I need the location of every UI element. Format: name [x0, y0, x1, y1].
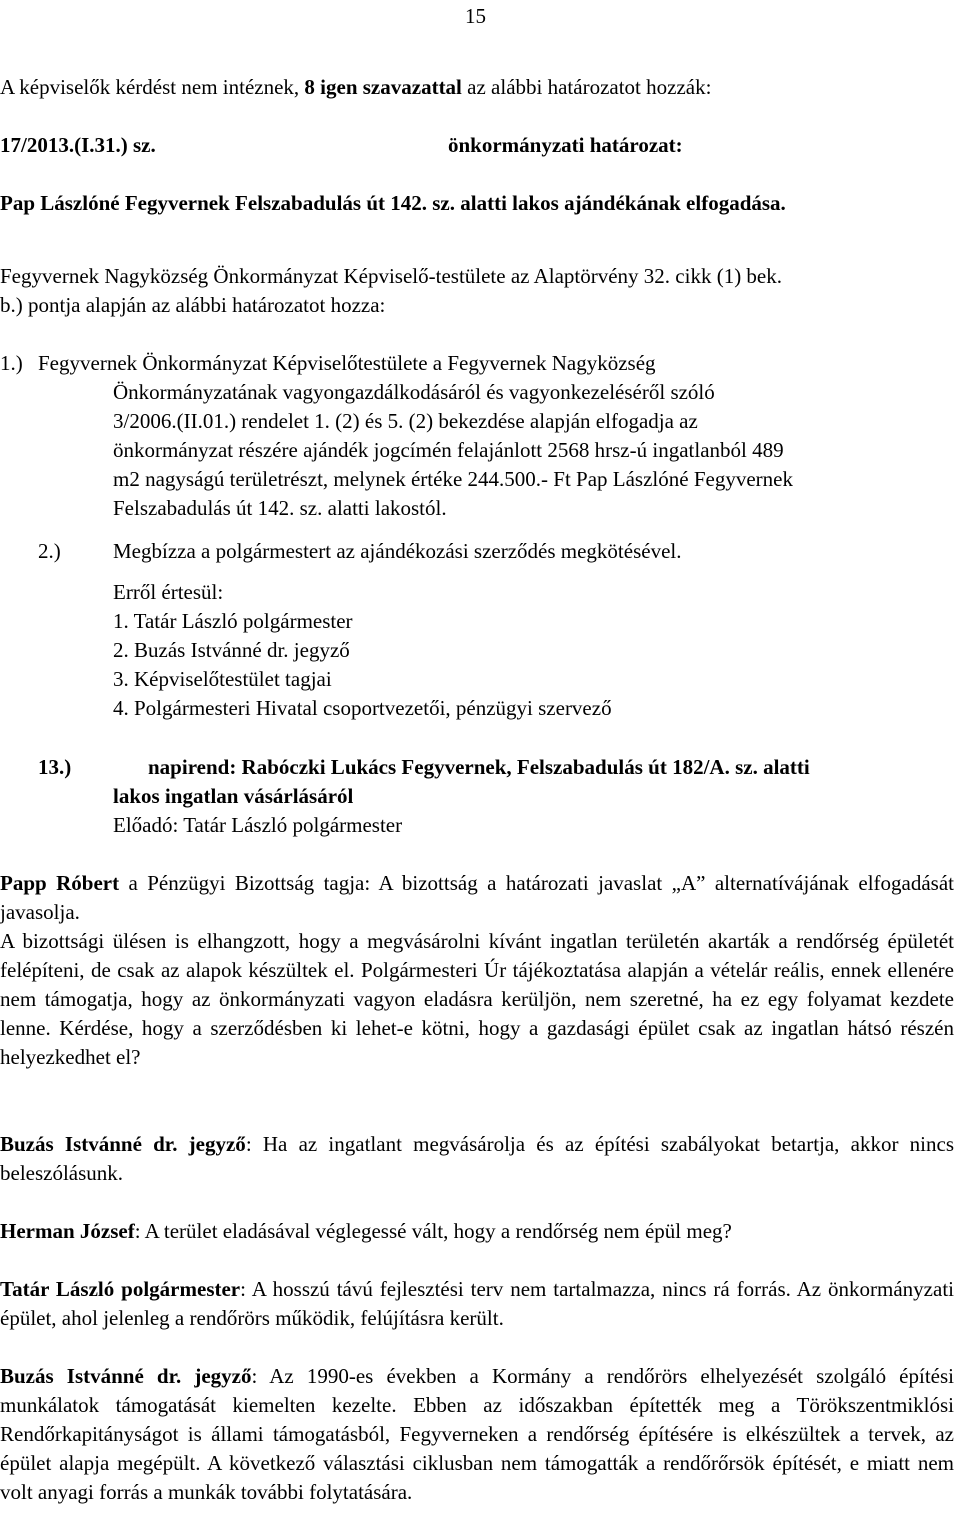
paragraph-text: : Az 1990-es években a Kormány a rendőrörs elhelyezését szolgáló építési munkálatok támogatását kiemelten kezelte. Ebben az időszakban építették meg a Törökszentmiklósi Rendőrkapitányságot is állami támogatásból, Fegyverneken a rendőrség építésére is elkészültek a tervek, az épület alapja megépült. A következő választási ciklusban nem támogatták a rendőrőrsök építését, e miatt nem volt anyagi forrás a munkák további folytatására.: [0, 1364, 954, 1504]
intro-line: [0, 73, 711, 102]
speaker-name: Herman József: [0, 1219, 135, 1243]
paragraph-text: A bizottsági ülésen is elhangzott, hogy a megvásárolni kívánt ingatlan területén akarták a rendőrség épületét felépíteni, de csak az alapok készültek el. Polgármesteri Úr tájékoztatása alapján a vételár reális, ennek ellenére nem támogatja, hogy az önkormányzati vagyon eladásra kerüljön, nem szeretné, ha ez egy folyamat kezdete lenne. Kérdése, hogy a szerződésben ki lehet-e kötni, hogy a gazdasági épület csak az ingatlan hátsó részén helyezkedhet el?: [0, 929, 954, 1069]
item-2-text: Megbízza a polgármestert az ajándékozási szerződés megkötésével.: [113, 539, 682, 563]
paragraph-jegyzo-1: [0, 1130, 954, 1188]
resolution-heading: önkormányzati határozat:: [448, 133, 683, 157]
paragraph-committee: [0, 927, 954, 1072]
agenda-title-line-1: napirend: Rabóczki Lukács Fegyvernek, Felszabadulás út 182/A. sz. alatti: [148, 755, 810, 779]
paragraph-text: a Pénzügyi Bizottság tagja: A bizottság a határozati javaslat „A” alternatívájának elfogadását javasolja.: [0, 871, 954, 924]
paragraph-jegyzo-2: [0, 1362, 954, 1507]
paragraph-text: : Ha az ingatlant megvásárolja és az építési szabályokat betartja, akkor nincs beleszólásunk.: [0, 1132, 955, 1185]
resolution-preamble-line-1: Fegyvernek Nagyközség Önkormányzat Képviselő-testülete az Alaptörvény 32. cikk (1) bek.: [0, 264, 783, 288]
resolution-preamble-line-2: b.) pontja alapján az alábbi határozatot hozza:: [0, 293, 386, 317]
item-1-line-2: Önkormányzatának vagyongazdálkodásáról és vagyonkezeléséről szóló: [113, 380, 715, 404]
agenda-presenter: Előadó: Tatár László polgármester: [113, 813, 403, 837]
item-1-line-1: Fegyvernek Önkormányzat Képviselőtestülete a Fegyvernek Nagyközség: [38, 351, 656, 375]
speaker-name: Buzás Istvánné dr. jegyző: [0, 1364, 252, 1388]
paragraph-text: : A hosszú távú fejlesztési terv nem tartalmazza, nincs rá forrás. Az önkormányzati épület, ahol jelenleg a rendőrörs működik, felújításra került.: [0, 1277, 954, 1330]
paragraph-mayor: [0, 1275, 954, 1333]
notify-item: 1. Tatár László polgármester: [113, 609, 353, 633]
paragraph-papp-robert: [0, 869, 954, 927]
speaker-name: Papp Róbert: [0, 871, 120, 895]
agenda-number: 13.): [38, 755, 72, 779]
paragraph-herman-jozsef: [0, 1217, 954, 1246]
notify-item: 3. Képviselőtestület tagjai: [113, 667, 332, 691]
notify-title: Erről értesül:: [113, 580, 224, 604]
paragraph-text: : A terület eladásával véglegessé vált, hogy a rendőrség nem épül meg?: [134, 1219, 732, 1243]
intro-vote-count: 8 igen szavazattal: [304, 75, 462, 99]
notify-item: 4. Polgármesteri Hivatal csoportvezetői, pénzügyi szervező: [113, 696, 612, 720]
page-number: 15: [465, 4, 486, 28]
intro-text-b: az alábbi határozatot hozzák:: [461, 75, 712, 99]
resolution-number: 17/2013.(I.31.) sz.: [0, 133, 156, 157]
item-1-number: 1.): [0, 351, 23, 375]
notify-item: 2. Buzás Istvánné dr. jegyző: [113, 638, 350, 662]
intro-text-a: A képviselők kérdést nem intéznek,: [0, 75, 305, 99]
item-1-line-6: Felszabadulás út 142. sz. alatti lakostól.: [113, 496, 447, 520]
item-1-line-3: 3/2006.(II.01.) rendelet 1. (2) és 5. (2) bekezdése alapján elfogadja az: [113, 409, 698, 433]
resolution-subject: Pap Lászlóné Fegyvernek Felszabadulás út 142. sz. alatti lakos ajándékának elfogadása.: [0, 191, 786, 215]
speaker-name: Tatár László polgármester: [0, 1277, 241, 1301]
item-1-line-5: m2 nagyságú területrészt, melynek értéke 244.500.- Ft Pap Lászlóné Fegyvernek: [113, 467, 793, 491]
item-2-number: 2.): [38, 539, 61, 563]
speaker-name: Buzás Istvánné dr. jegyző: [0, 1132, 246, 1156]
item-1-line-4: önkormányzat részére ajándék jogcímén felajánlott 2568 hrsz-ú ingatlanból 489: [113, 438, 784, 462]
agenda-title-line-2: lakos ingatlan vásárlásáról: [113, 784, 354, 808]
